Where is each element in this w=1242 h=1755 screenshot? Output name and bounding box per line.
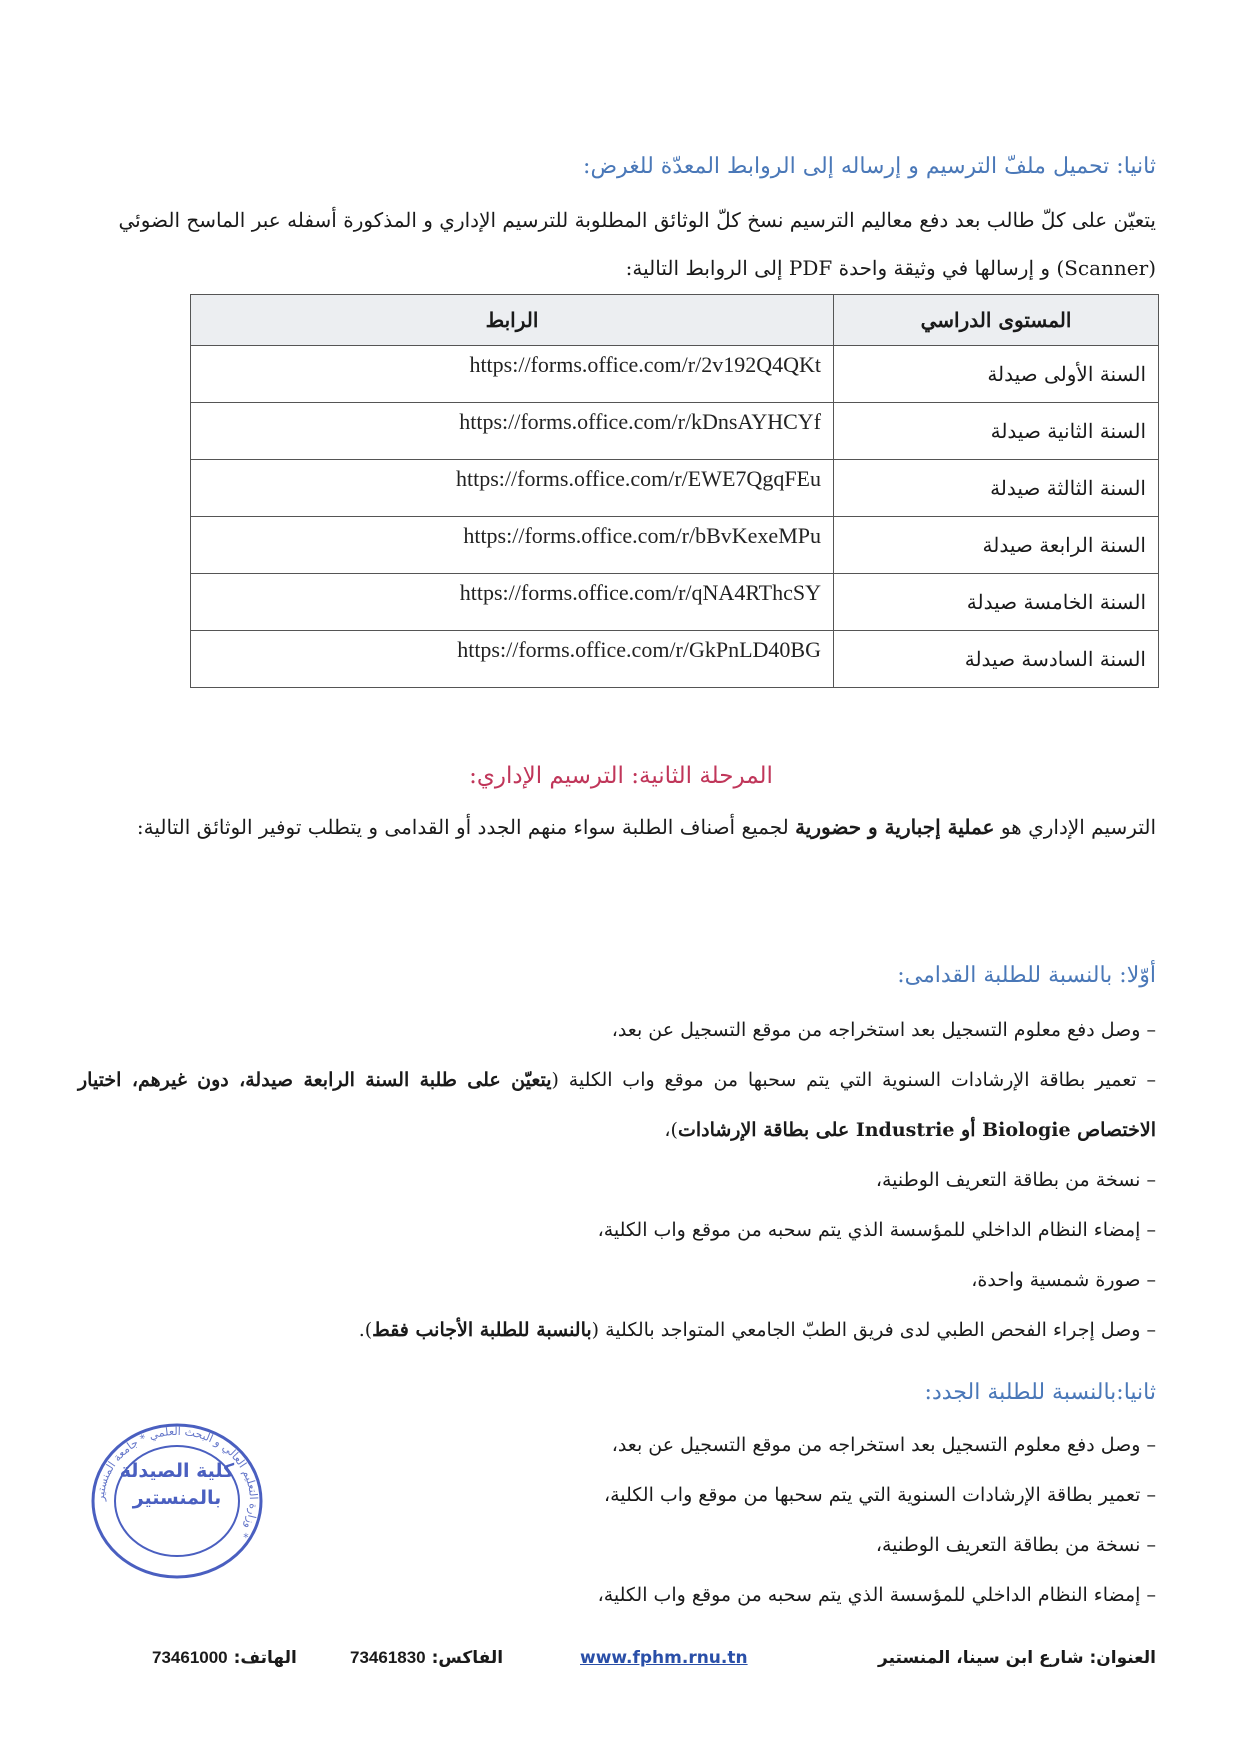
fax-number: 73461830 — [350, 1648, 426, 1667]
footer-phone — [152, 1648, 297, 1676]
list-item — [78, 1055, 1156, 1155]
item2-bold: يتعيّن على طلبة السنة الرابعة صيدلة، دون غيرهم، اختيار الاختصاص Biologie أو Industrie على بطاقة الإرشادات — [78, 1069, 1156, 1141]
registration-links-table — [190, 294, 1159, 688]
table-row — [191, 346, 1159, 403]
item6-text-a: – وصل إجراء الفحص الطبي لدى فريق الطبّ الجامعي المتواجد بالكلية ( — [591, 1319, 1156, 1341]
table-header-row — [191, 295, 1159, 346]
new-students-heading: ثانيا:بالنسبة للطلبة الجدد: — [924, 1380, 1156, 1405]
footer-website-link[interactable]: www.fphm.rnu.tn — [580, 1648, 748, 1668]
upload-line-2: (Scanner) و إرسالها في وثيقة واحدة PDF إلى الروابط التالية: — [625, 256, 1156, 280]
list-item: – صورة شمسية واحدة، — [971, 1269, 1156, 1291]
level-cell: السنة السادسة صيدلة — [834, 631, 1159, 688]
level-cell: السنة الخامسة صيدلة — [834, 574, 1159, 631]
list-item: – وصل دفع معلوم التسجيل بعد استخراجه من موقع التسجيل عن بعد، — [611, 1434, 1156, 1456]
link-cell[interactable]: https://forms.office.com/r/kDnsAYHCYf — [191, 403, 834, 460]
stamp-ring-text: وزارة التعليم العالي و البحث العلمي * جامعة المنستير * — [93, 1424, 261, 1541]
table-row — [191, 631, 1159, 688]
list-item — [78, 1305, 1156, 1355]
list-item: – إمضاء النظام الداخلي للمؤسسة الذي يتم سحبه من موقع واب الكلية، — [597, 1584, 1156, 1606]
item2-text-a: – تعمير بطاقة الإرشادات السنوية التي يتم سحبها من موقع واب الكلية ( — [551, 1069, 1156, 1091]
upload-line-1: يتعيّن على كلّ طالب بعد دفع معاليم الترسيم نسخ كلّ الوثائق المطلوبة للترسيم الإداري و المذكورة أسفله عبر الماسح الضوئي — [118, 208, 1156, 232]
phone-number: 73461000 — [152, 1648, 228, 1667]
stage2-intro — [78, 802, 1156, 853]
table-row — [191, 460, 1159, 517]
item6-bold: بالنسبة للطلبة الأجانب فقط — [372, 1319, 592, 1341]
level-cell: السنة الرابعة صيدلة — [834, 517, 1159, 574]
footer-fax — [350, 1648, 503, 1676]
table-row — [191, 574, 1159, 631]
link-cell[interactable]: https://forms.office.com/r/qNA4RThcSY — [191, 574, 834, 631]
stamp-center-text: كلية الصيدلة بالمنستير — [119, 1460, 235, 1509]
old-students-heading: أوّلا: بالنسبة للطلبة القدامى: — [897, 963, 1156, 988]
column-header-link: الرابط — [191, 295, 834, 346]
stage2-intro-text-b: لجميع أصناف الطلبة سواء منهم الجدد أو القدامى و يتطلب توفير الوثائق التالية: — [136, 815, 796, 839]
item2-text-b: )، — [664, 1119, 678, 1141]
stage2-heading: المرحلة الثانية: الترسيم الإداري: — [469, 763, 773, 789]
stamp-seal-icon — [88, 1420, 266, 1582]
footer-address: العنوان: شارع ابن سينا، المنستير — [878, 1648, 1156, 1668]
new-students-list — [300, 1420, 1156, 1620]
level-cell: السنة الثالثة صيدلة — [834, 460, 1159, 517]
item6-text-b: ). — [358, 1319, 373, 1341]
level-cell: السنة الثانية صيدلة — [834, 403, 1159, 460]
link-cell[interactable]: https://forms.office.com/r/EWE7QgqFEu — [191, 460, 834, 517]
list-item: – تعمير بطاقة الإرشادات السنوية التي يتم سحبها من موقع واب الكلية، — [603, 1484, 1156, 1506]
section-upload-heading: ثانيا: تحميل ملفّ الترسيم و إرساله إلى الروابط المعدّة للغرض: — [583, 154, 1156, 179]
list-item: – نسخة من بطاقة التعريف الوطنية، — [875, 1534, 1156, 1556]
fax-label: الفاكس: — [431, 1648, 504, 1668]
list-item: – نسخة من بطاقة التعريف الوطنية، — [875, 1169, 1156, 1191]
link-cell[interactable]: https://forms.office.com/r/bBvKexeMPu — [191, 517, 834, 574]
level-cell: السنة الأولى صيدلة — [834, 346, 1159, 403]
phone-label: الهاتف: — [233, 1648, 297, 1668]
column-header-level: المستوى الدراسي — [834, 295, 1159, 346]
stage2-intro-bold: عملية إجبارية و حضورية — [795, 815, 995, 839]
old-students-list — [78, 1005, 1156, 1355]
faculty-stamp — [88, 1420, 266, 1582]
table-row — [191, 517, 1159, 574]
stage2-intro-text-a: الترسيم الإداري هو — [994, 815, 1156, 839]
link-cell[interactable]: https://forms.office.com/r/GkPnLD40BG — [191, 631, 834, 688]
table-row — [191, 403, 1159, 460]
list-item: – وصل دفع معلوم التسجيل بعد استخراجه من موقع التسجيل عن بعد، — [611, 1019, 1156, 1041]
section-upload-paragraph — [78, 196, 1156, 292]
link-cell[interactable]: https://forms.office.com/r/2v192Q4QKt — [191, 346, 834, 403]
list-item: – إمضاء النظام الداخلي للمؤسسة الذي يتم سحبه من موقع واب الكلية، — [597, 1219, 1156, 1241]
